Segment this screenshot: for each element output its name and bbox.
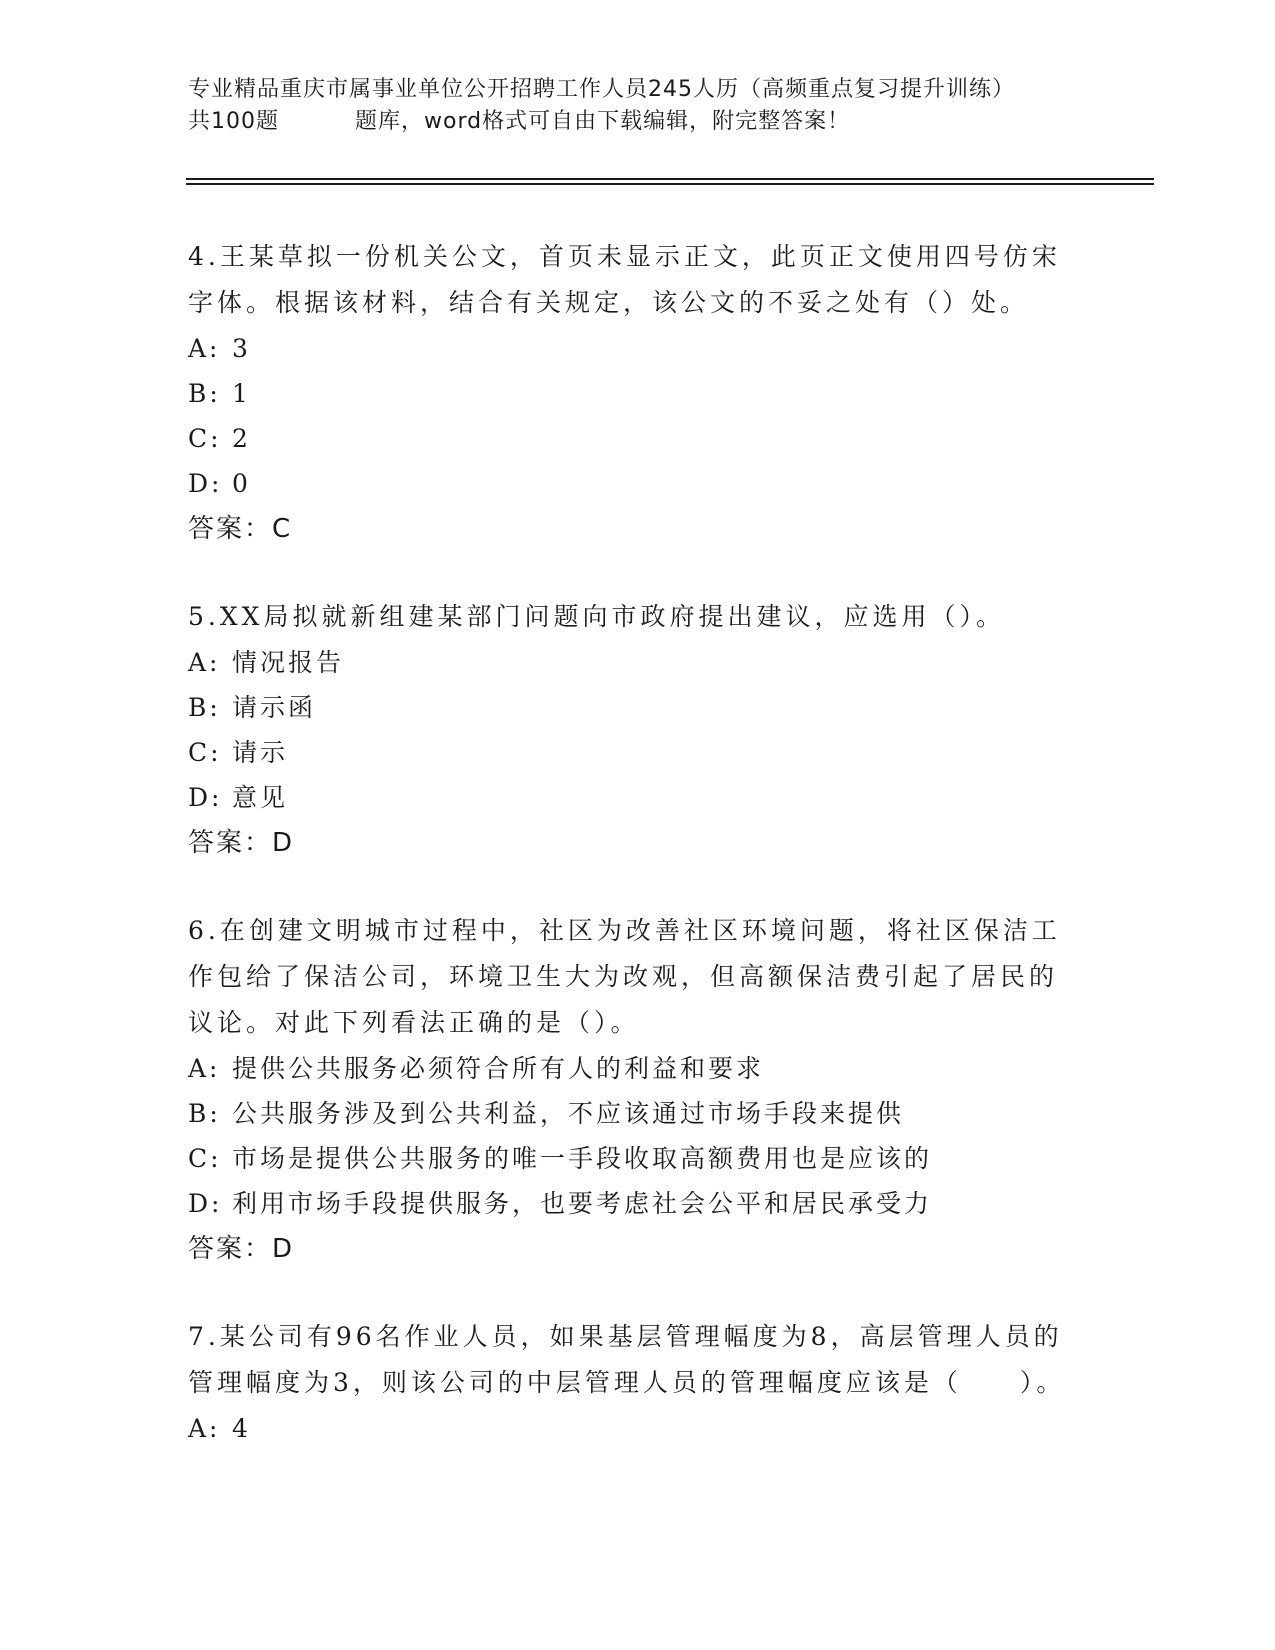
question-count: 共100题 bbox=[188, 109, 279, 134]
option-value: 市场是提供公共服务的唯一手段收取高额费用也是应该的 bbox=[232, 1144, 933, 1173]
question-text-line: 作包给了保洁公司，环境卫生大为改观，但高额保洁费引起了居民的 bbox=[188, 962, 1059, 991]
option-key: D: bbox=[188, 1189, 223, 1218]
header-divider-top bbox=[186, 178, 1154, 180]
option-value: 0 bbox=[232, 469, 251, 498]
option-value: 请示 bbox=[232, 738, 289, 767]
option-key: A: bbox=[188, 1414, 221, 1443]
option-key: D: bbox=[188, 469, 223, 498]
answer-option bbox=[188, 775, 1088, 820]
option-key: B: bbox=[188, 693, 221, 722]
option-key: C: bbox=[188, 738, 222, 767]
question-block bbox=[188, 1314, 1088, 1451]
option-value: 公共服务涉及到公共利益，不应该通过市场手段来提供 bbox=[232, 1099, 905, 1128]
header-subtitle-line bbox=[188, 106, 1088, 138]
answer-option bbox=[188, 371, 1088, 416]
option-key: B: bbox=[188, 379, 221, 408]
answer-option bbox=[188, 326, 1088, 371]
answer-option bbox=[188, 685, 1088, 730]
header-description: 题库，word格式可自由下载编辑，附完整答案！ bbox=[355, 109, 851, 134]
option-value: 请示函 bbox=[232, 693, 317, 722]
question-list bbox=[188, 234, 1088, 1451]
question-text-line: 4.王某草拟一份机关公文，首页未显示正文，此页正文使用四号仿宋 bbox=[188, 242, 1061, 271]
answer-option bbox=[188, 1046, 1088, 1091]
option-value: 4 bbox=[232, 1414, 251, 1443]
header-divider-bottom bbox=[186, 183, 1154, 185]
answer-option bbox=[188, 416, 1088, 461]
option-key: C: bbox=[188, 1144, 222, 1173]
question-text-line: 议论。对此下列看法正确的是（）。 bbox=[188, 1008, 640, 1037]
answer-option bbox=[188, 1091, 1088, 1136]
header-title-line: 专业精品重庆市属事业单位公开招聘工作人员245人历（高频重点复习提升训练） bbox=[188, 77, 1015, 102]
option-key: A: bbox=[188, 1054, 221, 1083]
answer-option bbox=[188, 1406, 1088, 1451]
option-value: 3 bbox=[232, 334, 251, 363]
option-value: 1 bbox=[232, 379, 251, 408]
answer-key: 答案：D bbox=[188, 1234, 295, 1264]
question-text-line: 5.XX局拟就新组建某部门问题向市政府提出建议，应选用（）。 bbox=[188, 602, 1005, 631]
question-text-line: 6.在创建文明城市过程中，社区为改善社区环境问题，将社区保洁工 bbox=[188, 916, 1061, 945]
answer-option bbox=[188, 640, 1088, 685]
option-key: A: bbox=[188, 334, 221, 363]
answer-option bbox=[188, 730, 1088, 775]
option-key: B: bbox=[188, 1099, 221, 1128]
document-header bbox=[188, 74, 1088, 138]
option-key: C: bbox=[188, 424, 222, 453]
question-block bbox=[188, 594, 1088, 866]
question-block bbox=[188, 234, 1088, 552]
question-text-line: 7.某公司有96名作业人员，如果基层管理幅度为8，高层管理人员的 bbox=[188, 1322, 1063, 1351]
question-block bbox=[188, 908, 1088, 1272]
answer-option bbox=[188, 1181, 1088, 1226]
answer-key: 答案：D bbox=[188, 828, 295, 858]
question-text-line: 字体。根据该材料，结合有关规定，该公文的不妥之处有（）处。 bbox=[188, 288, 1030, 317]
answer-option bbox=[188, 1136, 1088, 1181]
option-value: 意见 bbox=[232, 783, 289, 812]
option-value: 2 bbox=[232, 424, 251, 453]
answer-key: 答案：C bbox=[188, 514, 293, 544]
answer-option bbox=[188, 461, 1088, 506]
option-value: 利用市场手段提供服务，也要考虑社会公平和居民承受力 bbox=[232, 1189, 933, 1218]
option-key: D: bbox=[188, 783, 223, 812]
option-value: 提供公共服务必须符合所有人的利益和要求 bbox=[232, 1054, 765, 1083]
option-value: 情况报告 bbox=[232, 648, 345, 677]
option-key: A: bbox=[188, 648, 221, 677]
question-text-line: 管理幅度为3，则该公司的中层管理人员的管理幅度应该是（ ）。 bbox=[188, 1368, 1066, 1397]
